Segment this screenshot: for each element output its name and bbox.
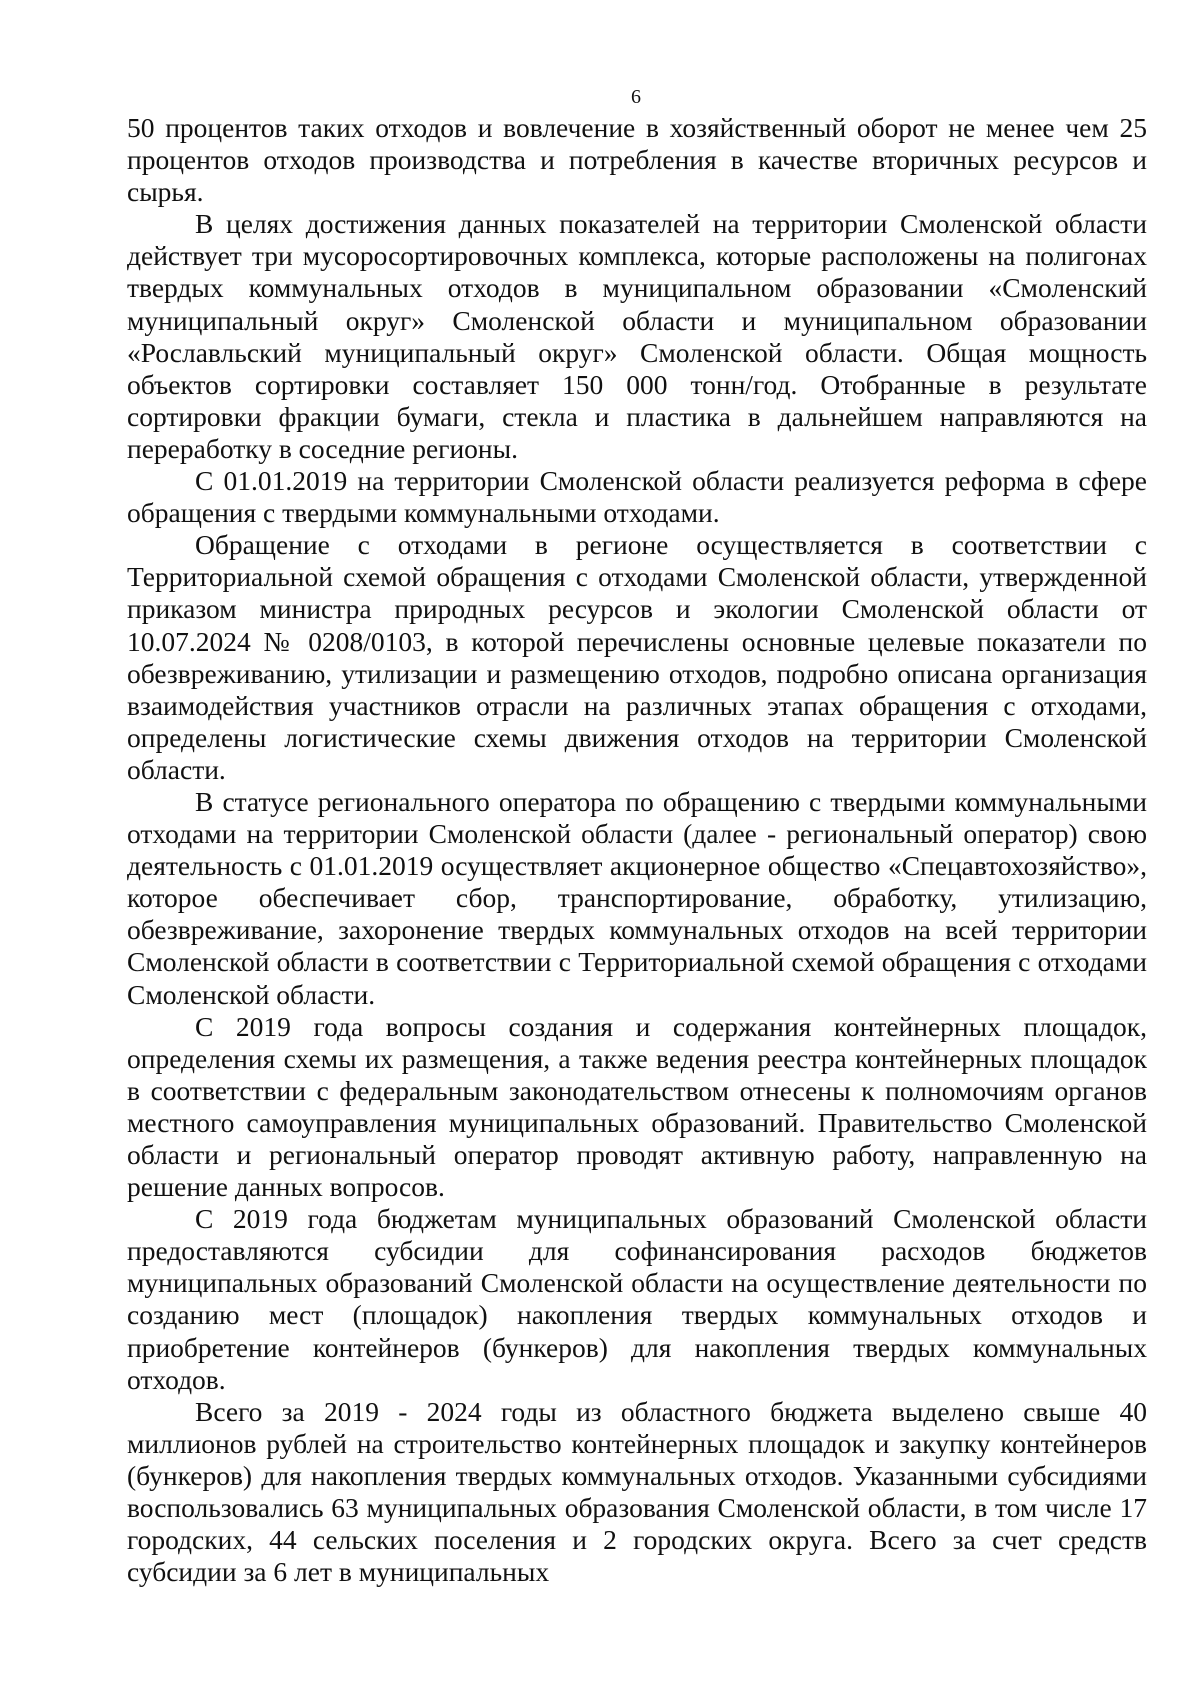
paragraph-container-sites: С 2019 года вопросы создания и содержания контейнерных площадок, определения схемы их размещения, а также ведения реестра контейнерных площадок в соответствии с федеральным законодательством отнесены к полномочиям органов местного самоуправления муниципальных образований. Правительство Смоленской области и региональный оператор проводят активную работу, направленную на решение данных вопросов. (127, 1010, 1147, 1203)
paragraph-reform: С 01.01.2019 на территории Смоленской области реализуется реформа в сфере обращения с твердыми коммунальными отходами. (127, 465, 1147, 529)
paragraph-regional-operator: В статусе регионального оператора по обращению с твердыми коммунальными отходами на территории Смоленской области (далее - региональный оператор) свою деятельность с 01.01.2019 осуществляет акционерное общество «Спецавтохозяйство», которое обеспечивает сбор, транспортирование, обработку, утилизацию, обезвреживание, захоронение твердых коммунальных отходов на всей территории Смоленской области в соответствии с Территориальной схемой обращения с отходами Смоленской области. (127, 785, 1147, 1010)
paragraph-continuation: 50 процентов таких отходов и вовлечение в хозяйственный оборот не менее чем 25 процентов отходов производства и потребления в качестве вторичных ресурсов и сырья. (127, 112, 1147, 208)
document-body (127, 112, 1147, 1588)
paragraph-sorting-complexes: В целях достижения данных показателей на территории Смоленской области действует три мусоросортировочных комплекса, которые расположены на полигонах твердых коммунальных отходов в муниципальном образовании «Смоленский муниципальный округ» Смоленской области и муниципальном образовании «Рославльский муниципальный округ» Смоленской области. Общая мощность объектов сортировки составляет 150 000 тонн/год. Отобранные в результате сортировки фракции бумаги, стекла и пластика в дальнейшем направляются на переработку в соседние регионы. (127, 208, 1147, 464)
page-number: 6 (631, 86, 641, 108)
paragraph-subsidies: С 2019 года бюджетам муниципальных образований Смоленской области предоставляются субсидии для софинансирования расходов бюджетов муниципальных образований Смоленской области на осуществление деятельности по созданию мест (площадок) накопления твердых коммунальных отходов и приобретение контейнеров (бункеров) для накопления твердых коммунальных отходов. (127, 1203, 1147, 1395)
paragraph-territorial-scheme: Обращение с отходами в регионе осуществляется в соответствии с Территориальной схемой обращения с отходами Смоленской области, утвержденной приказом министра природных ресурсов и экологии Смоленской области от 10.07.2024 № 0208/0103, в которой перечислены основные целевые показатели по обезвреживанию, утилизации и размещению отходов, подробно описана организация взаимодействия участников отрасли на различных этапах обращения с отходами, определены логистические схемы движения отходов на территории Смоленской области. (127, 529, 1147, 785)
paragraph-budget-totals: Всего за 2019 - 2024 годы из областного бюджета выделено свыше 40 миллионов рублей на строительство контейнерных площадок и закупку контейнеров (бункеров) для накопления твердых коммунальных отходов. Указанными субсидиями воспользовались 63 муниципальных образования Смоленской области, в том числе 17 городских, 44 сельских поселения и 2 городских округа. Всего за счет средств субсидии за 6 лет в муниципальных (127, 1395, 1147, 1588)
